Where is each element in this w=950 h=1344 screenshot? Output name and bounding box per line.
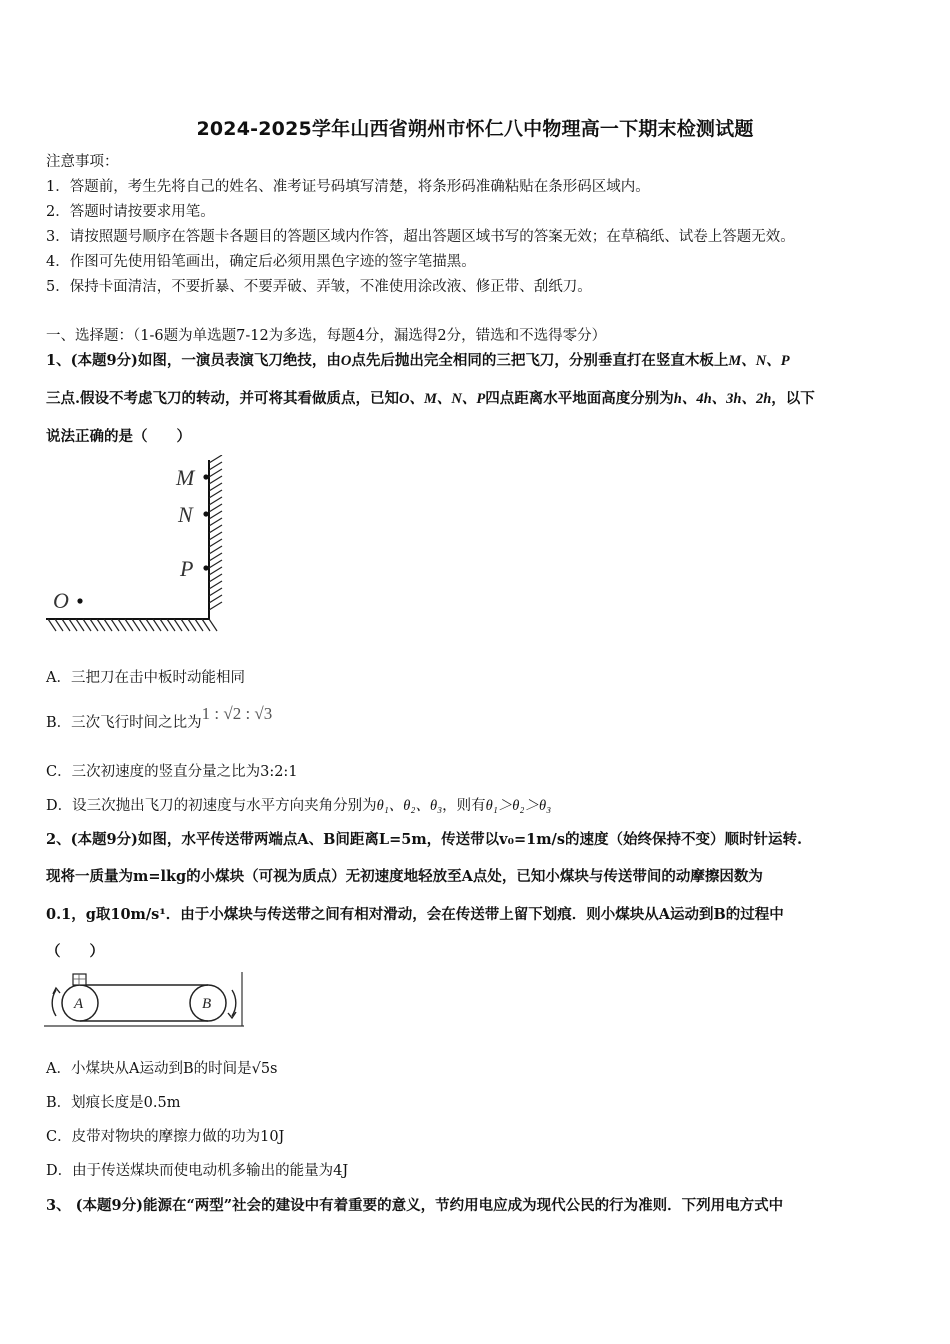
q1-option-d: D．设三次抛出飞刀的初速度与水平方向夹角分别为θ₁、θ₂、θ₃，则有θ₁＞θ₂＞θ₃ xyxy=(46,798,552,814)
point-p-label: P xyxy=(180,556,194,581)
point-o-dot xyxy=(77,598,82,603)
point-n-label: N xyxy=(178,502,193,527)
notice-item: 2．答题时请按要求用笔。 xyxy=(46,204,215,220)
q1-figure-knife-wall xyxy=(44,455,236,637)
notice-item: 5．保持卡面清洁，不要折暴、不要弄破、弄皱，不准使用涂改液、修正带、刮纸刀。 xyxy=(46,279,592,295)
q1-stem-line2: 三点.假设不考虑飞刀的转动，并可将其看做质点，已知O、M、N、P四点距离水平地面高度分别为h、4h、3h、2h，以下 xyxy=(46,390,815,407)
notice-item: 4．作图可先使用铅笔画出，确定后必须用黑色字迹的签字笔描黑。 xyxy=(46,254,476,270)
q2-option-a: A．小煤块从A运动到B的时间是√5s xyxy=(46,1061,278,1077)
pulley-a-label: A xyxy=(74,996,84,1012)
q1-stem-line1: 1、(本题9分)如图，一演员表演飞刀绝技，由O点先后抛出完全相同的三把飞刀，分别垂直打在竖直木板上M、N、P xyxy=(46,352,790,369)
q1-option-b: B．三次飞行时间之比为1 : √2 : √3 xyxy=(46,704,273,731)
point-o-label: O xyxy=(53,588,69,613)
q2-stem-line1: 2、(本题9分)如图，水平传送带两端点A、B间距离L=5m，传送带以v₀=1m/s的速度（始终保持不变）顺时针运转. xyxy=(46,831,803,848)
q2-stem-line4: （ ） xyxy=(46,943,104,960)
q1-option-a: A．三把刀在击中板时动能相同 xyxy=(46,670,245,686)
q2-option-b: B．划痕长度是0.5m xyxy=(46,1095,181,1111)
coal-block xyxy=(73,974,86,985)
q2-figure-conveyor xyxy=(42,970,246,1030)
page-title: 2024-2025学年山西省朔州市怀仁八中物理高一下期末检测试题 xyxy=(196,118,754,140)
point-m-label: M xyxy=(176,465,195,490)
q2-stem-line3: 0.1，g取10m/s¹．由于小煤块与传送带之间有相对滑动，会在传送带上留下划痕．则小煤块从A运动到B的过程中 xyxy=(46,906,784,923)
section-heading: 一、选择题：（1-6题为单选题7-12为多选，每题4分，漏选得2分，错选和不选得零分） xyxy=(46,328,607,344)
q2-option-d: D．由于传送煤块而使电动机多输出的能量为4J xyxy=(46,1163,349,1179)
q3-stem-line1: 3、 (本题9分)能源在“两型”社会的建设中有着重要的意义，节约用电应成为现代公民的行为准则．下列用电方式中 xyxy=(46,1197,784,1214)
q2-stem-line2: 现将一质量为m=lkg的小煤块（可视为质点）无初速度地轻放至A点处，已知小煤块与传送带间的动摩擦因数为 xyxy=(46,868,763,885)
notice-item: 1．答题前，考生先将自己的姓名、准考证号码填写清楚，将条形码准确粘贴在条形码区域内。 xyxy=(46,179,650,195)
q1-option-c: C．三次初速度的竖直分量之比为3:2:1 xyxy=(46,764,298,780)
point-n-dot xyxy=(203,511,208,516)
ground-hatch xyxy=(48,619,217,631)
pulley-b-label: B xyxy=(202,996,212,1012)
q1-stem-line3: 说法正确的是（ ） xyxy=(46,428,191,445)
point-p-dot xyxy=(203,565,208,570)
notice-item: 3．请按照题号顺序在答题卡各题目的答题区域内作答，超出答题区域书写的答案无效；在草稿纸、试卷上答题无效。 xyxy=(46,229,795,245)
q2-option-c: C．皮带对物块的摩擦力做的功为10J xyxy=(46,1129,285,1145)
wall-hatch xyxy=(209,455,222,610)
notice-heading: 注意事项： xyxy=(46,154,119,170)
rotation-arrow-left xyxy=(52,990,56,1016)
point-m-dot xyxy=(203,474,208,479)
